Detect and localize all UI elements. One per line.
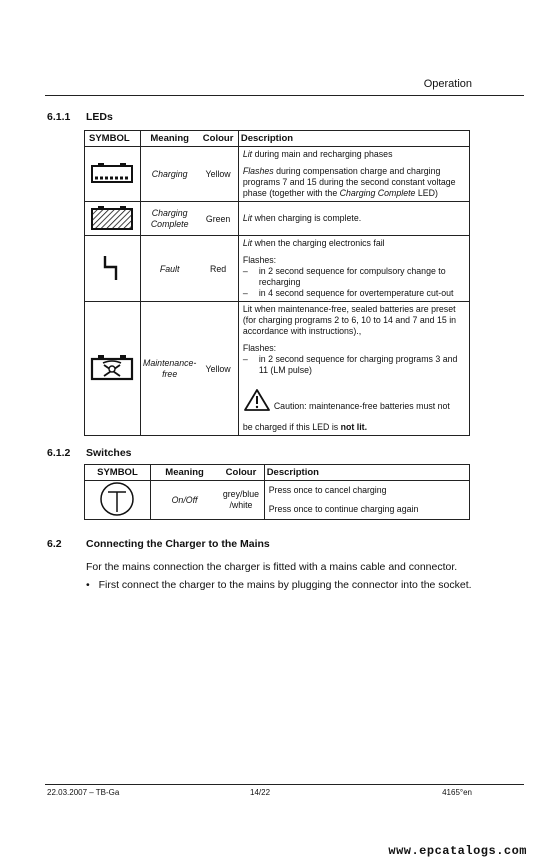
caution-emphasis: not lit. <box>340 422 368 432</box>
description-line <box>243 149 465 160</box>
col-header-description: Description <box>238 131 469 147</box>
section-title: Connecting the Charger to the Mains <box>86 538 270 550</box>
desc-emphasis: Lit <box>242 149 253 159</box>
list-item <box>243 354 465 376</box>
desc-text: during compensation charge and charging programs 7 and 15 during the second constant voltage phase (together with the <box>242 166 456 198</box>
section-number: 6.2 <box>47 538 62 550</box>
description-line: Flashes: <box>242 343 277 353</box>
desc-text: LED) <box>415 188 438 198</box>
symbol-cell <box>85 481 151 520</box>
meaning-cell: Maintenance-free <box>140 302 198 436</box>
caution-text: be charged if this LED is <box>242 422 341 432</box>
desc-emphasis: Flashes <box>242 166 274 176</box>
col-header-symbol: SYMBOL <box>85 465 151 481</box>
led-table <box>84 130 470 436</box>
footer-page-number: 14/22 <box>250 788 271 797</box>
meaning-cell: Fault <box>140 236 198 302</box>
list-item <box>243 266 465 288</box>
list-item-text: in 2 second sequence for compulsory change to recharging <box>258 266 446 287</box>
col-header-symbol: SYMBOL <box>85 131 141 147</box>
on-off-switch-icon <box>99 481 135 517</box>
colour-cell: Yellow <box>198 147 238 202</box>
col-header-description: Description <box>264 465 469 481</box>
meaning-cell: On/Off <box>150 481 218 520</box>
description-cell <box>238 202 469 236</box>
footer-doc-id: 4165°en <box>442 788 472 797</box>
description-line: Press once to continue charging again <box>268 504 419 514</box>
caution-line <box>243 388 465 412</box>
desc-emphasis: Lit <box>242 213 253 223</box>
description-line <box>243 238 465 249</box>
description-line: Flashes: <box>242 255 277 265</box>
desc-emphasis: Lit <box>242 238 253 248</box>
col-header-meaning: Meaning <box>150 465 218 481</box>
table-row <box>85 481 470 520</box>
description-cell <box>238 236 469 302</box>
page-header-title: Operation <box>423 78 472 90</box>
col-header-colour: Colour <box>198 131 238 147</box>
section-title: LEDs <box>86 111 113 123</box>
caution-text: Caution: maintenance-free batteries must not <box>273 401 450 411</box>
footer-date: 22.03.2007 – TB-Ga <box>47 788 120 797</box>
dash-marker: – <box>242 354 248 364</box>
symbol-cell <box>85 236 141 302</box>
list-item-text: in 2 second sequence for charging programs 3 and 11 (LM pulse) <box>258 354 458 375</box>
colour-cell: Red <box>198 236 238 302</box>
battery-full-icon <box>90 205 134 231</box>
table-row <box>85 236 470 302</box>
desc-text: when charging is complete. <box>252 213 362 223</box>
dash-marker: – <box>242 288 248 298</box>
description-line <box>243 213 465 224</box>
section-title: Switches <box>86 447 132 459</box>
symbol-cell <box>85 147 141 202</box>
description-cell <box>238 302 469 436</box>
meaning-cell: Charging <box>140 147 198 202</box>
caution-line-2 <box>243 422 465 433</box>
battery-maintenance-free-icon <box>90 354 134 382</box>
list-item-text: in 4 second sequence for overtemperature cut-out <box>258 288 454 298</box>
table-row <box>85 202 470 236</box>
body-paragraph: For the mains connection the charger is fitted with a mains cable and connector. <box>86 561 458 573</box>
table-row <box>85 147 470 202</box>
bullet-text: First connect the charger to the mains by plugging the connector into the socket. <box>98 579 472 591</box>
symbol-cell <box>85 202 141 236</box>
description-line: Press once to cancel charging <box>268 485 387 495</box>
description-cell <box>264 481 469 520</box>
warning-triangle-icon <box>243 388 271 412</box>
table-header-row <box>85 131 470 147</box>
switch-table <box>84 464 470 520</box>
col-header-meaning: Meaning <box>140 131 198 147</box>
bullet-item <box>86 578 472 592</box>
colour-cell: Yellow <box>198 302 238 436</box>
description-line: Lit when maintenance-free, sealed batteries are preset (for charging programs 2 to 6, 10 to 14 and 7 and 15 in accordance with instructions)., <box>242 304 457 336</box>
footer-rule <box>45 784 524 785</box>
desc-emphasis: Charging Complete <box>339 188 416 198</box>
dash-marker: – <box>242 266 248 276</box>
fault-icon <box>90 253 134 283</box>
col-header-colour: Colour <box>218 465 264 481</box>
section-number: 6.1.1 <box>47 111 71 123</box>
watermark: www.epcatalogs.com <box>388 844 527 858</box>
meaning-cell: Charging Complete <box>140 202 198 236</box>
header-rule <box>45 95 524 96</box>
colour-cell: grey/blue /white <box>218 481 264 520</box>
bullet-marker: • <box>86 579 90 591</box>
symbol-cell <box>85 302 141 436</box>
battery-charging-icon <box>90 162 134 184</box>
description-line <box>243 166 465 199</box>
desc-text: when the charging electronics fail <box>252 238 385 248</box>
colour-cell: Green <box>198 202 238 236</box>
section-number: 6.1.2 <box>47 447 71 459</box>
desc-text: during main and recharging phases <box>252 149 393 159</box>
table-row <box>85 302 470 436</box>
list-item <box>243 288 465 299</box>
table-header-row <box>85 465 470 481</box>
description-cell <box>238 147 469 202</box>
